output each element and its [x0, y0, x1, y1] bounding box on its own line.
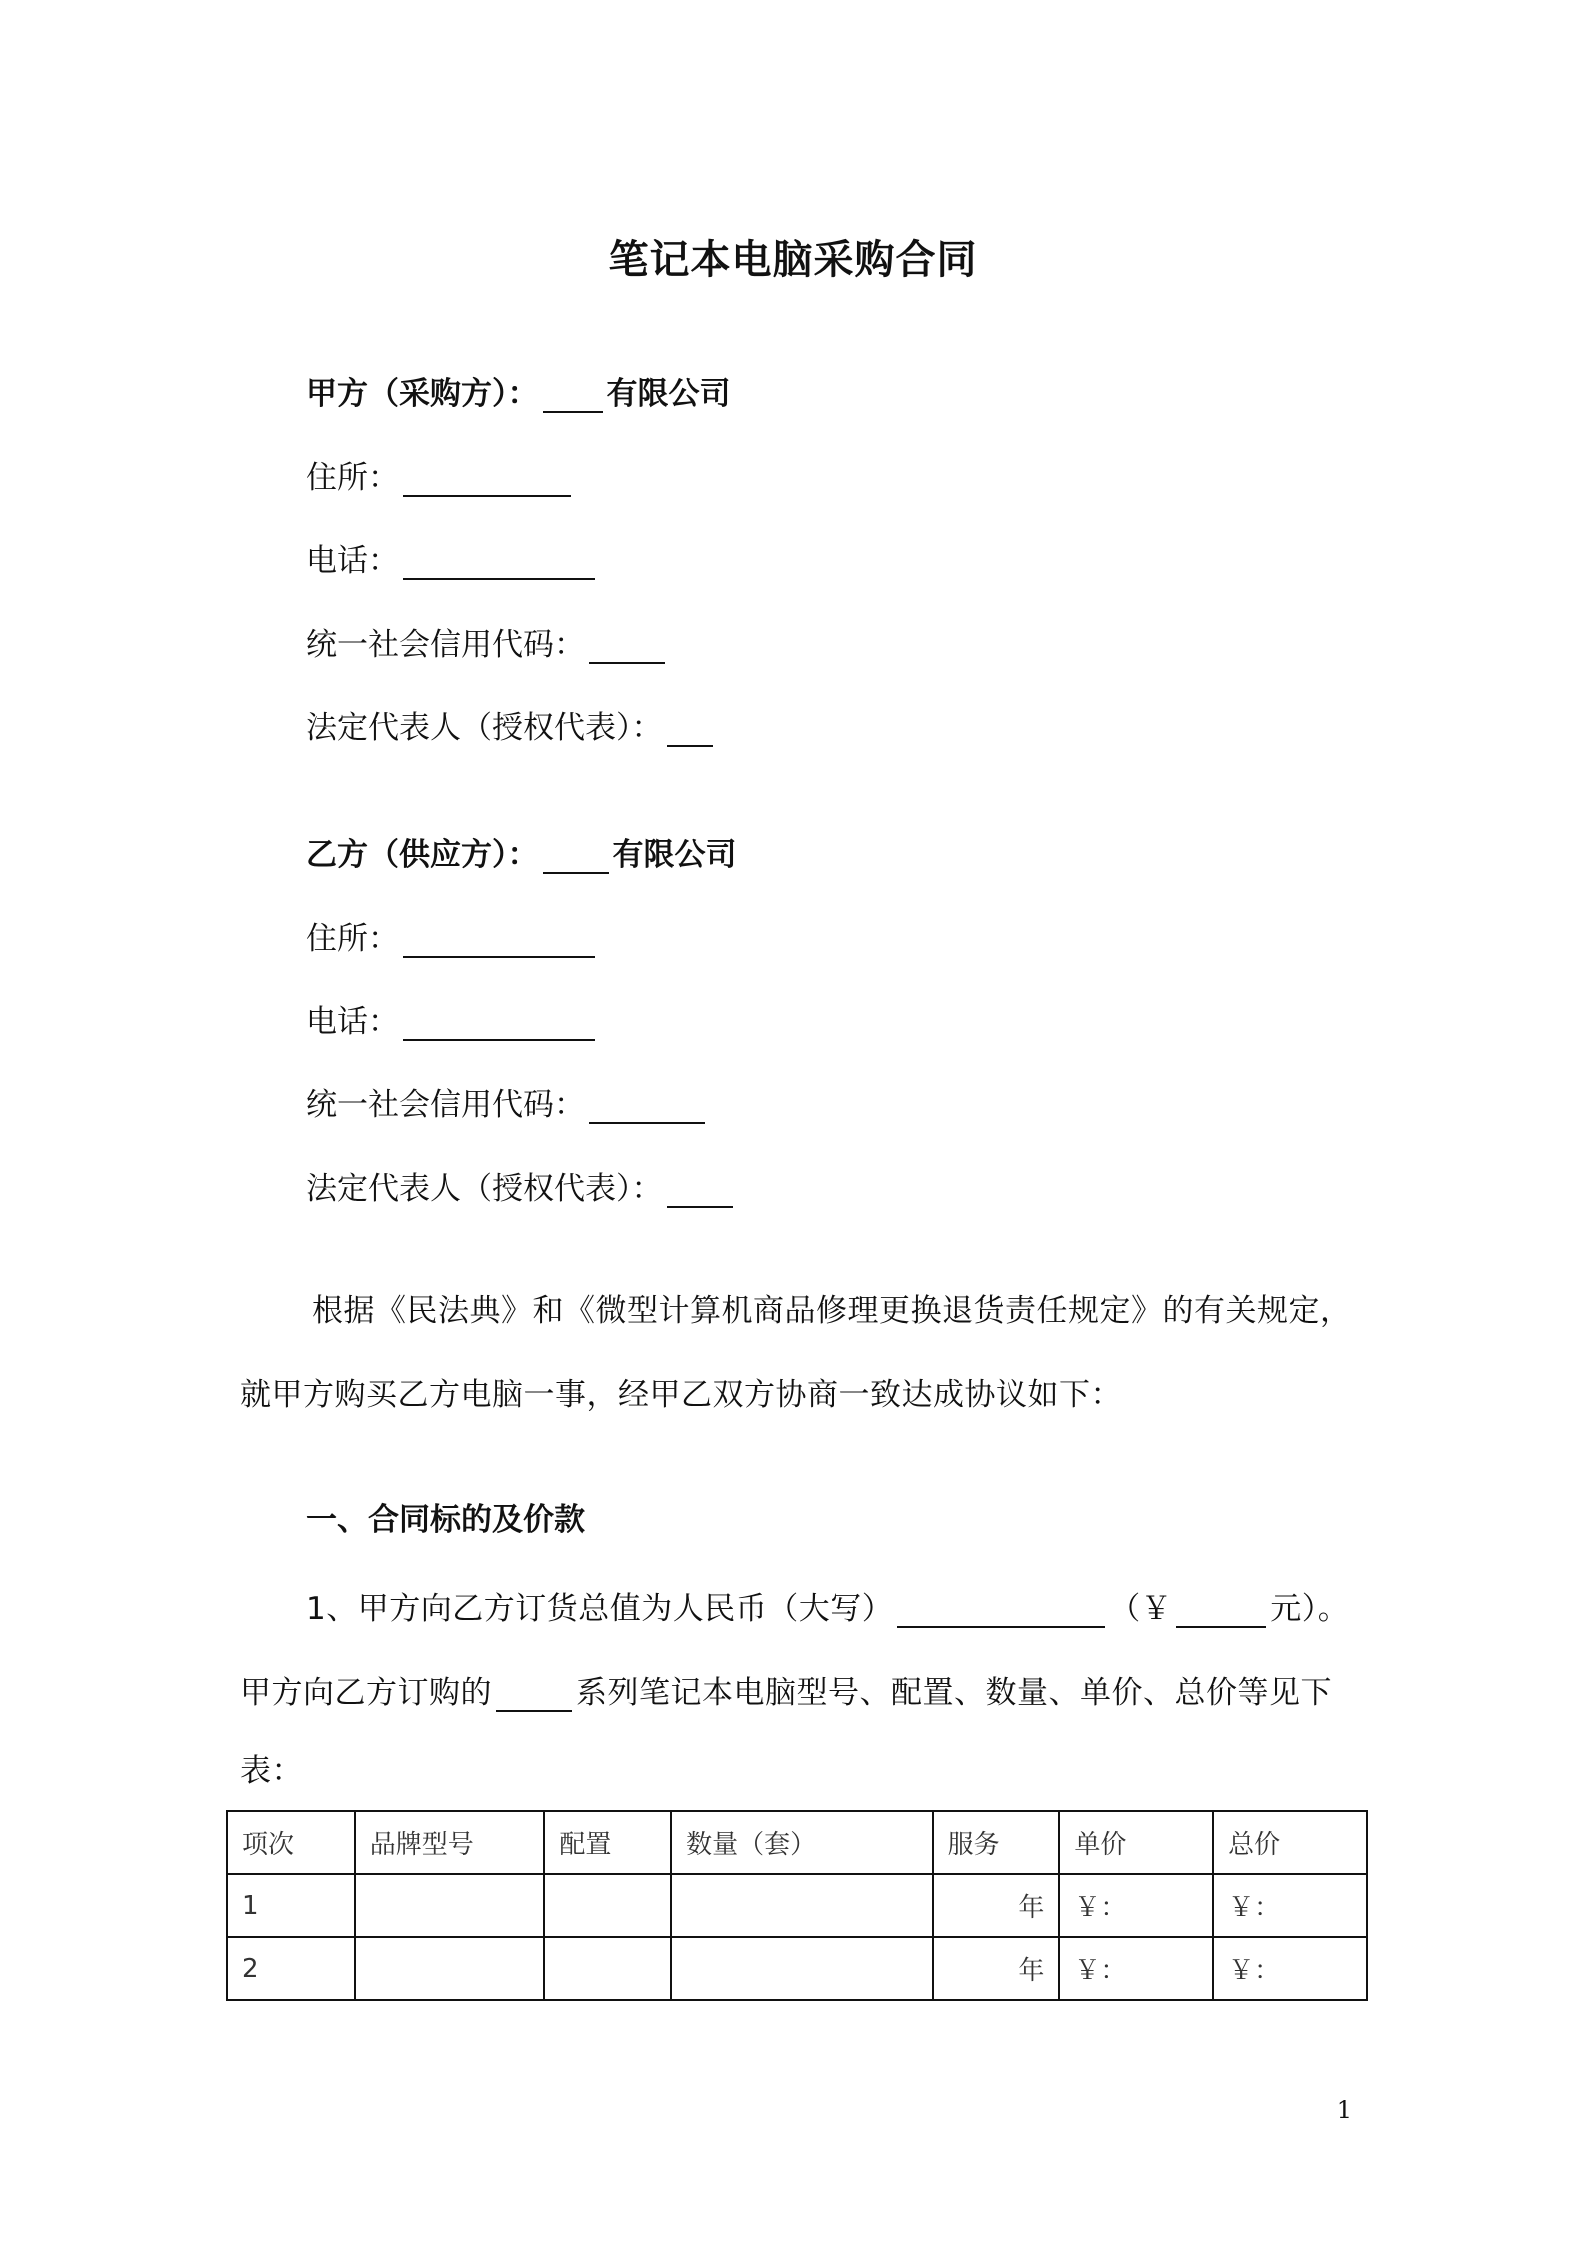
cell-item-no: 2 — [227, 1937, 355, 2000]
party-b-representative-blank — [667, 1172, 733, 1208]
table-row — [227, 1937, 1367, 2000]
party-a-heading: 甲方（采购方）： — [306, 376, 539, 412]
cell-brand-model[interactable] — [355, 1937, 545, 2000]
header-total-price: 总价 — [1213, 1811, 1367, 1874]
party-a-credit-code-label: 统一社会信用代码： — [306, 627, 585, 663]
cell-unit-price: ￥： — [1059, 1937, 1213, 2000]
cell-service: 年 — [933, 1874, 1060, 1937]
table-header-row — [227, 1811, 1367, 1874]
party-a-heading-line — [306, 368, 731, 413]
party-a-address-label: 住所： — [306, 460, 399, 496]
cell-configuration[interactable] — [544, 1874, 671, 1937]
party-a-phone-blank — [403, 544, 595, 580]
party-b-phone-blank — [403, 1005, 595, 1041]
page-number: 1 — [1336, 2096, 1352, 2124]
cell-quantity[interactable] — [671, 1874, 933, 1937]
party-a-representative-line — [306, 702, 717, 747]
clause-1-line-1 — [306, 1583, 1349, 1628]
party-a-company-blank — [543, 377, 603, 413]
party-b-address-blank — [403, 922, 595, 958]
cell-quantity[interactable] — [671, 1937, 933, 2000]
party-b-address-line — [306, 913, 599, 958]
clause-1-series-blank — [496, 1676, 572, 1712]
header-configuration: 配置 — [544, 1811, 671, 1874]
party-a-credit-code-blank — [589, 628, 665, 664]
clause-1-text-c: 元）。 — [1270, 1591, 1350, 1627]
party-b-phone-label: 电话： — [306, 1004, 399, 1040]
header-brand-model: 品牌型号 — [355, 1811, 545, 1874]
order-items-table — [226, 1810, 1368, 2001]
party-b-credit-code-label: 统一社会信用代码： — [306, 1087, 585, 1123]
clause-1-line-3: 表： — [240, 1753, 303, 1789]
party-b-heading: 乙方（供应方）： — [306, 837, 539, 873]
party-b-representative-line — [306, 1163, 737, 1208]
cell-service: 年 — [933, 1937, 1060, 2000]
clause-1-text-a: 1、甲方向乙方订货总值为人民币（大写） — [306, 1591, 894, 1627]
party-b-credit-code-blank — [589, 1088, 705, 1124]
party-b-company-blank — [543, 838, 609, 874]
party-b-phone-line — [306, 996, 599, 1041]
section-1-heading: 一、合同标的及价款 — [306, 1502, 585, 1538]
clause-1-text-b: （￥ — [1109, 1591, 1173, 1627]
header-item-no: 项次 — [227, 1811, 355, 1874]
clause-1-line-2-text-a: 甲方向乙方订购的 — [240, 1675, 492, 1711]
cell-total-price: ￥： — [1213, 1937, 1367, 2000]
party-a-phone-label: 电话： — [306, 543, 399, 579]
preamble-line-1: 根据《民法典》和《微型计算机商品修理更换退货责任规定》的有关规定， — [312, 1293, 1352, 1329]
cell-item-no: 1 — [227, 1874, 355, 1937]
header-unit-price: 单价 — [1059, 1811, 1213, 1874]
cell-brand-model[interactable] — [355, 1874, 545, 1937]
party-b-heading-line — [306, 829, 737, 874]
party-b-representative-label: 法定代表人（授权代表）： — [306, 1171, 663, 1207]
party-a-credit-code-line — [306, 619, 669, 664]
cell-configuration[interactable] — [544, 1937, 671, 2000]
cell-total-price: ￥： — [1213, 1874, 1367, 1937]
document-title: 笔记本电脑采购合同 — [608, 237, 978, 283]
party-a-representative-blank — [667, 711, 713, 747]
party-b-address-label: 住所： — [306, 921, 399, 957]
clause-1-amount-words-blank — [897, 1592, 1105, 1628]
party-b-company-suffix: 有限公司 — [612, 837, 737, 873]
header-quantity: 数量（套） — [671, 1811, 933, 1874]
clause-1-line-2-text-b: 系列笔记本电脑型号、配置、数量、单价、总价等见下 — [576, 1675, 1332, 1711]
party-a-representative-label: 法定代表人（授权代表）： — [306, 710, 663, 746]
cell-unit-price: ￥： — [1059, 1874, 1213, 1937]
party-a-company-suffix: 有限公司 — [606, 376, 731, 412]
party-a-phone-line — [306, 535, 599, 580]
table-row — [227, 1874, 1367, 1937]
party-a-address-blank — [403, 461, 571, 497]
clause-1-line-2 — [240, 1667, 1332, 1712]
party-b-credit-code-line — [306, 1079, 709, 1124]
party-a-address-line — [306, 452, 575, 497]
header-service: 服务 — [933, 1811, 1060, 1874]
preamble-line-2: 就甲方购买乙方电脑一事，经甲乙双方协商一致达成协议如下： — [240, 1377, 1122, 1413]
clause-1-amount-number-blank — [1176, 1592, 1266, 1628]
